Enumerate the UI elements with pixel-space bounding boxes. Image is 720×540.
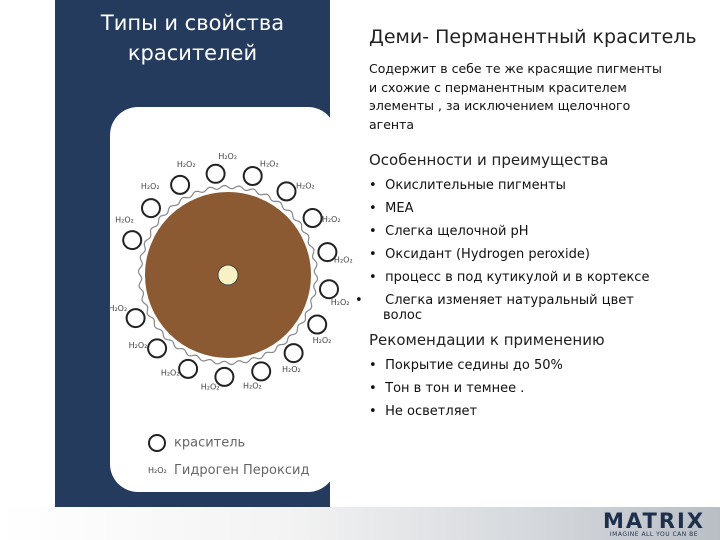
list-item: • Тон в тон и темнее . <box>369 381 525 396</box>
peroxide-label: H₂O₂ <box>140 182 160 191</box>
features-title: Особенности и преимущества <box>369 151 609 169</box>
logo-tagline: IMAGINE ALL YOU CAN BE <box>609 531 699 538</box>
peroxide-label: H₂O₂ <box>200 382 220 392</box>
peroxide-label: H₂O₂ <box>321 215 341 225</box>
legend-peroxide <box>148 463 309 478</box>
list-item: • Слегка изменяет натуральный цвет волос <box>355 293 634 323</box>
legend-peroxide-label: Гидроген Пероксид <box>174 463 310 478</box>
peroxide-label: H₂O₂ <box>259 159 279 169</box>
list-item: • Покрытие седины до 50% <box>369 358 563 373</box>
dye-circle <box>207 165 225 183</box>
dye-circle <box>142 199 160 217</box>
features-list <box>355 178 689 323</box>
legend-dye-label: краситель <box>174 435 246 451</box>
peroxide-label: H₂O₂ <box>160 368 180 378</box>
recommendations-title: Рекомендации к применению <box>369 331 605 349</box>
dye-circle <box>278 182 296 200</box>
recommendations-list <box>369 358 689 427</box>
list-item: • Окислительные пигменты <box>369 178 566 193</box>
dye-circle <box>252 362 270 380</box>
peroxide-label: H₂O₂ <box>296 181 315 191</box>
dye-circle <box>171 176 189 194</box>
intro-text: Содержит в себе те же красящие пигменты и схожие с перманентным красителем элементы , за исключением щелочного агента <box>369 61 662 132</box>
diagram-card <box>108 107 353 492</box>
legend-dye <box>148 434 245 452</box>
peroxide-label: H₂O₂ <box>176 159 196 169</box>
dye-circle <box>123 231 141 249</box>
page-title: Деми- Перманентный краситель <box>369 26 697 48</box>
dye-circle <box>179 360 197 378</box>
peroxide-label: H₂O₂ <box>128 341 148 351</box>
peroxide-label: H₂O₂ <box>115 215 134 225</box>
matrix-logo <box>590 507 718 540</box>
peroxide-label: H₂O₂ <box>282 365 301 375</box>
list-item: • MEA <box>369 201 414 216</box>
dye-circle <box>308 316 326 334</box>
dye-circle <box>127 309 145 327</box>
list-item: • Оксидант (Hydrogen peroxide) <box>369 247 590 262</box>
peroxide-label: H₂O₂ <box>312 336 332 345</box>
peroxide-label: H₂O₂ <box>108 304 128 314</box>
peroxide-label: H₂O₂ <box>218 152 238 161</box>
list-item: • процесс в под кутикулой и в кортексе <box>369 270 650 285</box>
list-item: • Не осветляет <box>369 404 478 419</box>
legend-peroxide-symbol: H₂O₂ <box>148 466 167 475</box>
dye-circle <box>148 339 166 357</box>
left-panel <box>55 0 353 507</box>
peroxide-label: H₂O₂ <box>333 255 353 265</box>
peroxide-label: H₂O₂ <box>243 381 262 391</box>
list-item: • Слегка щелочной pH <box>369 224 529 239</box>
left-panel-title: Типы и свойства красителей <box>100 11 285 65</box>
dye-circle <box>285 344 303 362</box>
dye-circle <box>320 280 338 298</box>
dye-circle-icon <box>148 434 166 452</box>
dye-circle <box>304 209 322 227</box>
nucleus-circle <box>218 265 238 285</box>
peroxide-label: H₂O₂ <box>330 297 350 307</box>
logo-wordmark: MATRIX <box>602 509 706 533</box>
dye-circle <box>244 167 262 185</box>
